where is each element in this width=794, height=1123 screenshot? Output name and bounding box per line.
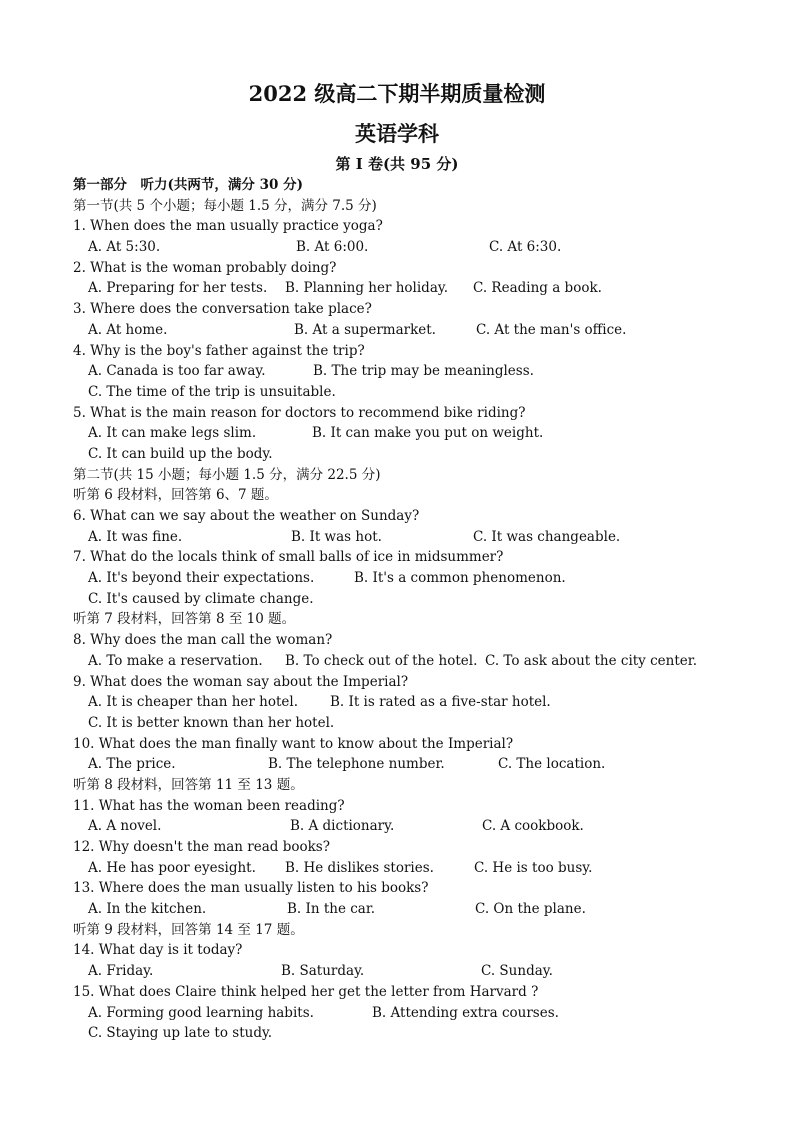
option-b: B. It is rated as a five-star hotel. bbox=[330, 694, 551, 711]
option-a: A. In the kitchen. bbox=[88, 901, 207, 918]
option-c: C. To ask about the city center. bbox=[485, 652, 698, 669]
option-b: B. Planning her holiday. bbox=[285, 280, 448, 297]
option-b: B. The telephone number. bbox=[268, 756, 445, 773]
question-stem: 15. What does Claire think helped her get the letter from Harvard ? bbox=[73, 983, 539, 1000]
option-b: B. He dislikes stories. bbox=[285, 859, 434, 876]
options-row bbox=[73, 278, 773, 299]
option-a: A. Canada is too far away. bbox=[88, 363, 266, 380]
question-stem: 14. What day is it today? bbox=[73, 942, 243, 959]
option-b: B. It's a common phenomenon. bbox=[354, 570, 566, 587]
option-b: B. At 6:00. bbox=[296, 239, 369, 256]
options-row bbox=[73, 527, 773, 548]
exam-title: 2022 级高二下期半期质量检测 bbox=[248, 81, 546, 106]
options-row bbox=[73, 568, 773, 589]
option-b: B. A dictionary. bbox=[290, 818, 395, 835]
option-b: B. Attending extra courses. bbox=[372, 1004, 559, 1021]
option-c: C. Staying up late to study. bbox=[88, 1025, 273, 1042]
question-stem: 4. Why is the boy's father against the trip? bbox=[73, 342, 365, 359]
question-stem: 3. Where does the conversation take place? bbox=[73, 301, 372, 318]
options-row bbox=[73, 423, 773, 444]
option-c: C. It's caused by climate change. bbox=[88, 590, 314, 607]
option-a: A. It can make legs slim. bbox=[88, 425, 257, 442]
question-stem: 8. Why does the man call the woman? bbox=[73, 632, 333, 649]
section-heading: 第二节(共 15 小题；每小题 1.5 分，满分 22.5 分) bbox=[73, 466, 381, 483]
option-c: C. At 6:30. bbox=[489, 239, 562, 256]
question-stem: 11. What has the woman been reading? bbox=[73, 797, 345, 814]
question-stem: 12. Why doesn't the man read books? bbox=[73, 839, 330, 855]
option-b: B. In the car. bbox=[287, 901, 376, 918]
option-a: A. Forming good learning habits. bbox=[88, 1004, 314, 1021]
options-row bbox=[73, 237, 773, 258]
material-heading: 听第 7 段材料，回答第 8 至 10 题。 bbox=[73, 611, 296, 628]
question-stem: 13. Where does the man usually listen to his books? bbox=[73, 880, 429, 897]
option-b: B. The trip may be meaningless. bbox=[313, 363, 534, 380]
option-c: C. On the plane. bbox=[475, 901, 586, 918]
option-a: A. At home. bbox=[88, 321, 168, 338]
option-a: A. To make a reservation. bbox=[88, 652, 263, 669]
question-list bbox=[73, 175, 773, 1044]
option-c: C. Reading a book. bbox=[473, 280, 602, 297]
volume-title: 第 I 卷(共 95 分) bbox=[335, 155, 459, 173]
options-row bbox=[73, 320, 773, 341]
option-a: A. Preparing for her tests. bbox=[88, 280, 268, 297]
options-row bbox=[73, 754, 773, 775]
section-heading: 第一节(共 5 个小题；每小题 1.5 分，满分 7.5 分) bbox=[73, 197, 377, 214]
question-stem: 1. When does the man usually practice yoga? bbox=[73, 218, 383, 235]
material-heading: 听第 6 段材料，回答第 6、7 题。 bbox=[73, 487, 278, 504]
option-b: B. At a supermarket. bbox=[294, 321, 436, 338]
options-row bbox=[73, 1003, 773, 1024]
part-heading: 第一部分 听力(共两节，满分 30 分) bbox=[73, 177, 303, 193]
option-a: A. A novel. bbox=[88, 818, 162, 835]
option-a: A. It is cheaper than her hotel. bbox=[88, 694, 299, 711]
option-c: C. The location. bbox=[498, 756, 606, 773]
question-stem: 5. What is the main reason for doctors to recommend bike riding? bbox=[73, 404, 526, 421]
option-c: C. It is better known than her hotel. bbox=[88, 714, 335, 731]
option-b: B. To check out of the hotel. bbox=[285, 652, 478, 669]
option-b: B. Saturday. bbox=[281, 963, 365, 980]
option-c: C. It was changeable. bbox=[473, 528, 621, 545]
material-heading: 听第 8 段材料，回答第 11 至 13 题。 bbox=[73, 776, 304, 793]
options-row bbox=[73, 899, 773, 920]
options-row bbox=[73, 858, 773, 879]
subject-title: 英语学科 bbox=[355, 121, 439, 146]
material-heading: 听第 9 段材料，回答第 14 至 17 题。 bbox=[73, 921, 304, 938]
question-stem: 6. What can we say about the weather on Sunday? bbox=[73, 508, 420, 524]
options-row bbox=[73, 816, 773, 837]
option-a: A. At 5:30. bbox=[88, 239, 161, 256]
question-stem: 10. What does the man finally want to know about the Imperial? bbox=[73, 735, 514, 752]
options-row bbox=[73, 651, 773, 672]
options-row bbox=[73, 692, 773, 713]
option-a: A. It was fine. bbox=[88, 528, 183, 545]
option-a: A. He has poor eyesight. bbox=[88, 859, 256, 876]
option-b: B. It was hot. bbox=[291, 528, 382, 545]
question-stem: 7. What do the locals think of small balls of ice in midsummer? bbox=[73, 549, 504, 566]
option-a: A. Friday. bbox=[88, 963, 154, 980]
options-row bbox=[73, 961, 773, 982]
option-c: C. It can build up the body. bbox=[88, 445, 273, 462]
options-row bbox=[73, 361, 773, 382]
option-a: A. It's beyond their expectations. bbox=[88, 570, 315, 587]
option-b: B. It can make you put on weight. bbox=[312, 425, 544, 442]
option-c: C. The time of the trip is unsuitable. bbox=[88, 383, 336, 400]
option-c: C. Sunday. bbox=[481, 963, 553, 980]
question-stem: 2. What is the woman probably doing? bbox=[73, 259, 337, 276]
option-a: A. The price. bbox=[88, 756, 176, 773]
option-c: C. A cookbook. bbox=[482, 818, 584, 835]
option-c: C. At the man's office. bbox=[476, 321, 627, 338]
option-c: C. He is too busy. bbox=[474, 859, 593, 876]
question-stem: 9. What does the woman say about the Imperial? bbox=[73, 673, 409, 690]
